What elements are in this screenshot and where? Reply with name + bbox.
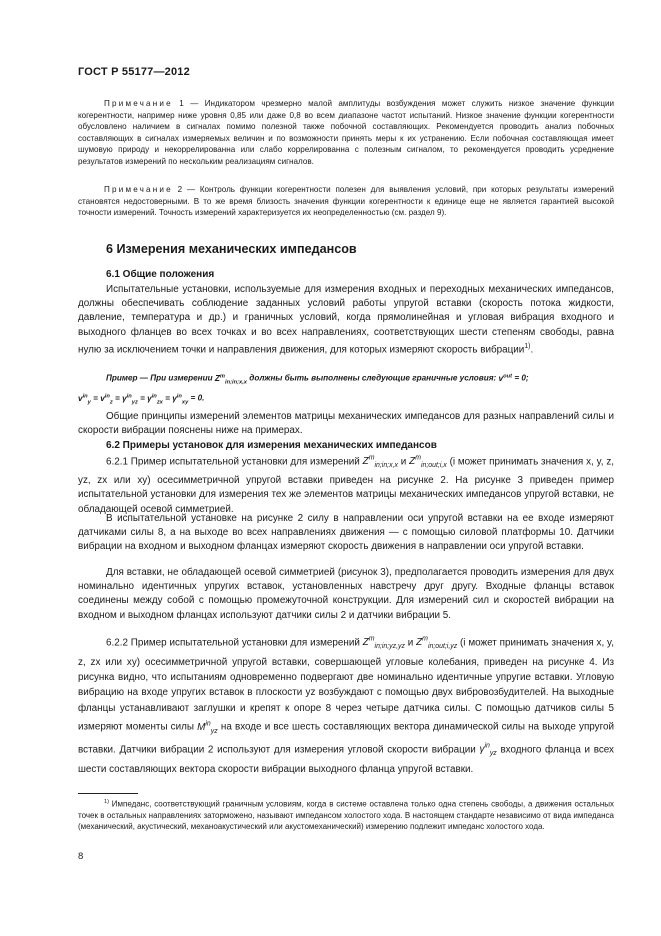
footnote-ref: 1) [524, 342, 531, 350]
paragraph-end: . [530, 344, 534, 356]
paragraph-text: 6.2.2 Пример испытательной установки для измерений [106, 637, 360, 649]
example-condition: должны быть выполнены следующие граничные условия: [249, 373, 497, 383]
paragraph-text-cont: (i может принимать значения x, y, z, yz, zx или xy) осесимметричной упругой вставки приведен на рисунке 2. На рисунке 3 приведен пример испытательной установки для измерения тех же элементов матрицы механических импедансов упругой вставки, не обладающей осевой симметрией. [78, 456, 615, 516]
eq-2-end: = 0. [190, 394, 205, 404]
footnote-divider [78, 793, 138, 794]
eq-out-symbol: $v^{out}$ [498, 373, 513, 383]
section-6-2-1-paragraph-2 [78, 512, 614, 555]
example-block [78, 369, 614, 410]
standard-header: ГОСТ Р 55177—2012 [78, 66, 190, 78]
section-6-2-1-paragraph-3 [78, 566, 614, 623]
paragraph-text-end: входного фланца и всех шести составляющих вектора скорости вибрации выходного фланца упругой вставки. [78, 744, 614, 775]
impedance-symbol-out: $Z^m_{in;out;i,x}$ [409, 455, 447, 470]
paragraph-text: Испытательные установки, используемые для измерения входных и переходных механических импедансов, должны обеспечивать соблюдение заданных условий работы упругой вставки (скорость потока жидкости, давление, температура и др.) и граничных условий, когда прямолинейная и угловая вибрация входного и выходного фланцев во всех точках и во всех направлениях, соответствующих шести степеням свободы, равна нулю за исключением точки и направления движения, для которых измеряют скорость вибрации [78, 284, 614, 356]
footnote-mark: 1) [104, 799, 109, 805]
page-number: 8 [78, 851, 84, 862]
section-6-1-heading: 6.1 Общие положения [106, 269, 215, 280]
section-6-2-heading: 6.2 Примеры установок для измерения механических импедансов [106, 440, 437, 451]
note-text: — Контроль функции когерентности полезен для выявления условий, при которых результаты измерений становятся недостоверными. В то же время близость значения функции когерентности к единице еще не является гарантией высокой точности измерений. Точность измерений характеризуется их неопределенностью (см. раздел 9). [78, 185, 615, 217]
paragraph-text: Общие принципы измерений элементов матрицы механических импедансов для разных направлений силы и скорости вибрации пояснены ниже на примерах. [78, 411, 614, 437]
paragraph-text-cont: (i может принимать значения x, y, z, zx или xy) осесимметричной упругой вставки, совершающей угловые колебания, приведен на рисунке 4. Из рисунка видно, что испытаниям одновременно подвергают две номинально идентичные упругие вставки. Угловую вибрацию на входе упругих вставок в плоскости yz возбуждают с помощью двух вибровозбудителей. На выходные фланцы устанавливают заглушки и крепят к опоре 8 через четыре датчика силы. С помощью датчиков силы 5 измеряют моменты силы [78, 637, 614, 733]
example-lead: Пример — При измерении [106, 373, 213, 383]
section-6-1-paragraph-1 [78, 283, 614, 357]
section-6-heading: 6 Измерения механических импедансов [106, 242, 357, 256]
eq-1-end: = 0; [514, 373, 529, 383]
note-2 [78, 184, 614, 219]
section-6-2-2-paragraph [78, 632, 614, 777]
note-number: 1 [179, 99, 184, 108]
moment-symbol: $M^{in}_{yz}$ [197, 720, 218, 735]
footnote-text: Импеданс, соответствующий граничным условиям, когда в системе оставлена только одна степень свободы, а движения остальных точек в остальных направлениях заторможено, называют импедансом холостого хода. В настоящем стандарте независимо от вида импеданса (механический, акустический, механоакустический или акустомеханический) измерению подлежит импеданс холостого хода. [78, 799, 614, 832]
conj: и [407, 637, 414, 649]
note-1 [78, 98, 614, 167]
impedance-symbol: $Z^m_{in;in;x,x}$ [214, 373, 247, 386]
paragraph-text: В испытательной установке на рисунке 2 силу в направлении оси упругой вставки на ее входе измеряют датчиками силы 8, а на выходе во всех направлениях движения — с помощью силовой платформы 10. Датчики вибрации на входном и выходном фланцах измеряют скорость движения в направлении оси упругой вставки. [78, 513, 614, 553]
note-label: Примечание [104, 99, 173, 108]
example-equation [78, 389, 614, 409]
eq-terms: $v^{in}_y = v^{in}_z = \gamma^{in}_{yz} = \gamma^{in}_{zx} = \gamma^{in}_{xy}$ [78, 393, 189, 406]
section-6-2-1-paragraph [78, 452, 614, 518]
paragraph-text: 6.2.1 Пример испытательной установки для измерений [106, 456, 360, 468]
impedance-symbol-out: $Z^m_{in;out;i,yz}$ [416, 636, 458, 651]
note-text: — Индикатором чрезмерно малой амплитуды возбуждения может служить низкое значение функции когерентности, например ниже уровня 0,85 или даже 0,8 во всем диапазоне частот испытаний. Низкое значение функции когерентности обусловлено наличием в сигналах помимо полезной также побочной составляющих. Рекомендуется проводить анализ побочных составляющих в сигналах измеряемых величин и по возможности принять меры к их устранению. Если побочная составляющая имеет шумовую природу и некоррелированна или слабо коррелированна с полезным сигналом, то рекомендуется проводить усреднение результатов измерений по нескольким реализациям сигналов. [78, 99, 615, 166]
note-label: Примечание [104, 185, 173, 194]
note-number: 2 [177, 185, 183, 194]
impedance-symbol-in: $Z^m_{in;in;x,x}$ [362, 455, 398, 470]
footnote [78, 797, 614, 833]
paragraph-text-cont-2: на входе и все шесть составляющих вектора динамической силы на выходе упругой вставки. Датчики вибрации 2 используют для измерения угловой скорости вибрации [78, 721, 615, 756]
conj: и [400, 456, 407, 468]
angular-velocity-symbol: $\gamma^{in}_{yz}$ [479, 742, 497, 758]
paragraph-text: Для вставки, не обладающей осевой симметрией (рисунок 3), предполагается проводить измерения для двух номинально идентичных упругих вставок, установленных навстречу друг другу. Входные фланцы вставок соединены между собой с помощью промежуточной конструкции. Для измерений сил и скоростей вибрации на входном и выходном фланцах используют датчики силы 2 и датчики вибрации 5. [78, 567, 614, 621]
impedance-symbol-in: $Z^m_{in;in;yz,yz}$ [362, 636, 405, 651]
section-6-1-paragraph-2 [78, 410, 614, 438]
